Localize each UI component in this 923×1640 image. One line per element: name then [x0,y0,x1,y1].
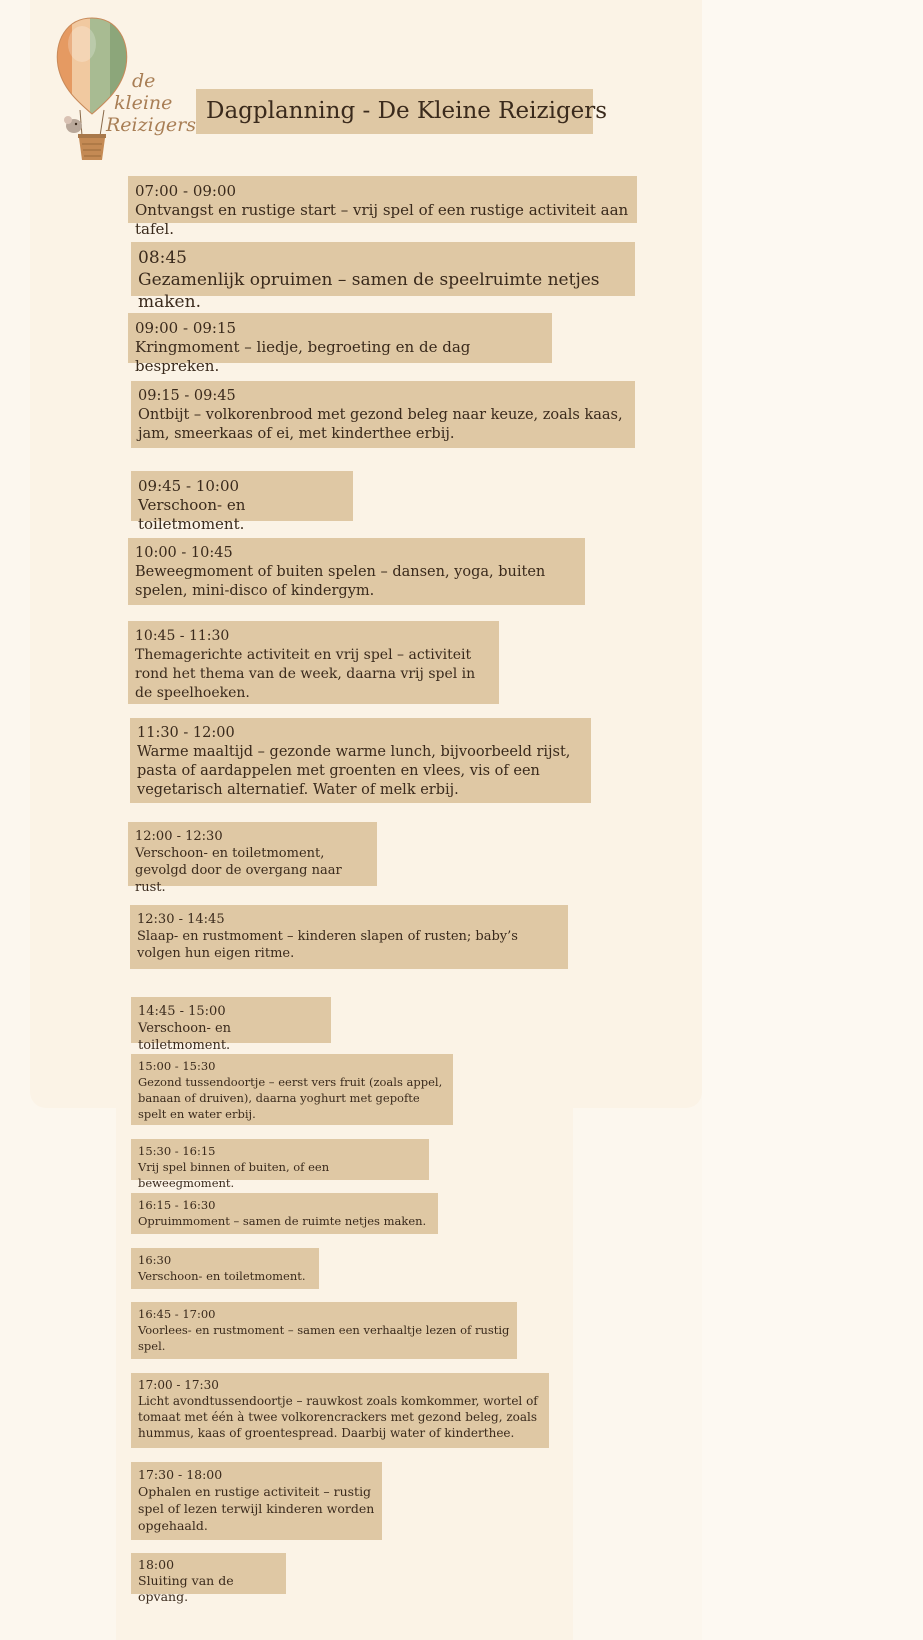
block-time: 16:30 [138,1253,172,1267]
block-time: 09:45 - 10:00 [138,477,240,495]
block-desc: Verschoon- en toiletmoment, gevolgd door de overgang naar rust. [135,846,342,895]
block-desc: Ontvangst en rustige start – vrij spel of een rustige activiteit aan tafel. [135,201,629,238]
block-desc: Gezamenlijk opruimen – samen de speelruimte netjes maken. [138,270,600,312]
block-desc: Ontbijt – volkorenbrood met gezond beleg naar keuze, zoals kaas, jam, smeerkaas of ei, met kinderthee erbij. [138,407,623,442]
block-time: 16:45 - 17:00 [138,1307,216,1321]
logo-line-1: de [132,70,156,92]
schedule-block [131,997,331,1053]
block-time: 10:00 - 10:45 [135,545,233,561]
schedule-block [128,538,585,605]
block-desc: Licht avondtussendoortje – rauwkost zoals komkommer, wortel of tomaat met één à twee volkorencrackers met gezond beleg, zoals hummus, kaas of groentespread. Daarbij water of kinderthee. [138,1394,538,1440]
block-time: 09:15 - 09:45 [138,388,236,404]
block-time: 17:30 - 18:00 [138,1467,223,1482]
block-desc: Verschoon- en toiletmoment. [138,496,246,533]
schedule-block [131,1139,429,1190]
logo-line-2: kleine [114,92,173,114]
schedule-block [128,822,377,895]
block-time: 15:30 - 16:15 [138,1144,216,1158]
logo-line-3: Reizigers [106,114,196,136]
block-desc: Vrij spel binnen of buiten, of een beweegmoment. [138,1160,330,1190]
schedule-block [131,471,353,533]
schedule-block [131,1553,286,1604]
block-time: 11:30 - 12:00 [137,725,235,741]
block-desc: Warme maaltijd – gezonde warme lunch, bijvoorbeeld rijst, pasta of aardappelen met groenten en vlees, vis of een vegetarisch alternatief. Water of melk erbij. [137,744,571,798]
block-desc: Sluiting van de opvang. [138,1573,234,1604]
schedule-block [131,381,635,448]
block-desc: Verschoon- en toiletmoment. [138,1269,306,1283]
block-time: 12:00 - 12:30 [135,829,223,844]
schedule-block [128,621,499,704]
block-desc: Beweegmoment of buiten spelen – dansen, yoga, buiten spelen, mini-disco of kindergym. [135,564,546,599]
logo-wordmark [104,70,196,136]
schedule-block [128,313,552,375]
schedule-block [131,1054,453,1125]
page-title: Dagplanning - De Kleine Reizigers [196,89,593,134]
block-desc: Voorlees- en rustmoment – samen een verhaaltje lezen of rustig spel. [138,1323,510,1353]
schedule-block [128,176,637,238]
right-margin [702,0,923,1640]
schedule-block [130,718,591,803]
block-time: 16:15 - 16:30 [138,1198,216,1212]
block-desc: Themagerichte activiteit en vrij spel – activiteit rond het thema van de week, daarna vrij spel in de speelhoeken. [135,647,476,701]
block-time: 14:45 - 15:00 [138,1004,226,1019]
schedule-block [131,1193,438,1234]
block-desc: Verschoon- en toiletmoment. [138,1021,232,1053]
schedule-block [131,242,635,312]
block-time: 10:45 - 11:30 [135,628,230,644]
schedule-block [131,1462,382,1540]
block-time: 15:00 - 15:30 [138,1059,216,1073]
block-time: 17:00 - 17:30 [138,1378,219,1392]
block-time: 18:00 [138,1557,175,1572]
block-time: 08:45 [138,248,187,268]
schedule-block [131,1302,517,1359]
block-desc: Ophalen en rustige activiteit – rustig spel of lezen terwijl kinderen worden opgehaald. [138,1484,375,1533]
schedule-block [130,905,568,969]
schedule-block [131,1373,549,1448]
block-desc: Gezond tussendoortje – eerst vers fruit (zoals appel, banaan of druiven), daarna yoghurt met gepofte spelt en water erbij. [138,1075,443,1121]
block-desc: Opruimmoment – samen de ruimte netjes maken. [138,1214,427,1228]
block-time: 12:30 - 14:45 [137,912,225,927]
schedule-block [131,1248,319,1289]
block-desc: Slaap- en rustmoment – kinderen slapen of rusten; baby’s volgen hun eigen ritme. [137,929,518,961]
block-time: 07:00 - 09:00 [135,182,237,200]
block-time: 09:00 - 09:15 [135,319,237,337]
block-desc: Kringmoment – liedje, begroeting en de dag bespreken. [135,338,471,375]
